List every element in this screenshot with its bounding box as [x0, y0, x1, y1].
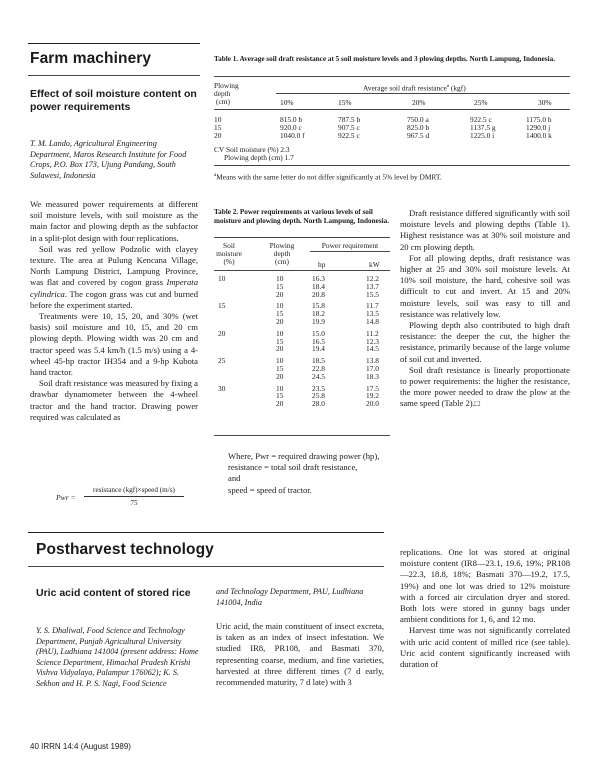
- table2-moisture: 15: [218, 301, 226, 311]
- table1-cell: 907.5 c: [338, 123, 360, 132]
- formula-numerator: resistance (kgf)×speed (m/s): [93, 486, 175, 494]
- moisture-head: 20%: [412, 98, 426, 107]
- table2-moisture: 20: [218, 328, 226, 338]
- section-rule: [28, 566, 384, 567]
- table2-kw: 12.3: [366, 336, 379, 346]
- table2-kw: 20.0: [366, 399, 379, 409]
- table1-cell: 1400.0 k: [526, 131, 552, 140]
- table1-cell: 922.5 c: [338, 131, 360, 140]
- table2-kw: 11.2: [366, 328, 379, 338]
- table2-depth: 10: [276, 356, 284, 366]
- table2-depth: 10: [276, 328, 284, 338]
- table2-kw: 17.5: [366, 383, 379, 393]
- table2-depth: 20: [276, 371, 284, 381]
- table2-hp: 19.9: [312, 317, 325, 326]
- table2-power-head: Power requirement: [321, 241, 379, 250]
- table2-depth: 15: [276, 391, 284, 401]
- table2-hp: 25.8: [312, 391, 325, 401]
- formula-denominator: 75: [130, 499, 138, 507]
- table2-kw: 11.7: [366, 301, 379, 311]
- moisture-head: 10%: [280, 98, 294, 107]
- table1-caption: Table 1. Average soil draft resistance at 5 soil moisture levels and 3 plowing depths. North Lampung, Indonesia.: [214, 55, 555, 63]
- species-name: Imperata cylindrica: [30, 277, 198, 299]
- top-rule: [28, 43, 200, 44]
- section-title-farm: Farm machinery: [30, 50, 152, 67]
- table2-depth: 15: [276, 364, 284, 373]
- table2-moisture: 10: [218, 274, 226, 283]
- table1-cell: 1290.0 j: [526, 123, 551, 132]
- table1-cell: 750.0 a: [407, 115, 429, 124]
- table1-cell: 1040.0 f: [280, 131, 305, 140]
- table2-hp: 22.8: [312, 364, 325, 373]
- table2-depth: 15: [276, 336, 284, 346]
- table1-cell: 1225.0 i: [470, 131, 495, 140]
- page-footer: 40 IRRN 14:4 (August 1989): [30, 742, 131, 751]
- table2-moisture: 30: [218, 383, 226, 393]
- table1-cell: 1175.0 h: [526, 115, 552, 124]
- table2-depth: 10: [276, 274, 284, 283]
- moisture-head: 25%: [474, 98, 488, 107]
- table2-kw: 18.3: [366, 371, 379, 381]
- author-affiliation-cont: and Technology Department, PAU, Ludhiana 141004, India: [216, 587, 364, 607]
- table1-cv: CV Soil moisture (%) 2.3: [214, 145, 290, 154]
- table1-cell: 967.5 d: [407, 131, 430, 140]
- paragraph: Treatments were 10, 15, 20, and 30% (wet basis) soil moisture and 10, 15, and 20 cm plowing depth. Plowing width was 20 cm and tractor speed was 5.4 km/h (1.5 m/s) using a 4-wheel 45-hp tractor IH354 and a 9-hp Kubota hand tractor.: [30, 311, 198, 378]
- table2-depth: 20: [276, 317, 284, 326]
- table2-kw: 15.5: [366, 289, 379, 299]
- paragraph: replications. One lot was stored at original moisture content (IR8—23.1, 19.6, 19%; PR108—22.3, 18.8, 18%; Basmati 370—19.2, 17.5, 19%) and one lot was dried to 12% moisture with a forced air circulation dryer and stored. Both lots were stored in gunny bags under ambient conditions for 1, 6, and 12 mo.: [400, 547, 570, 625]
- table2-depth: 20: [276, 344, 284, 354]
- table2-hp: 28.0: [312, 399, 325, 409]
- table1-cell: 815.0 b: [280, 115, 303, 124]
- author-affiliation: T. M. Lando, Agricultural Engineering Department, Maros Research Institute for Food Crops, P.O. Box 173, Ujung Pandang, South Sulawesi, Indonesia: [30, 139, 187, 180]
- table2-hp: 18.2: [312, 309, 325, 319]
- table1-cell: 787.5 b: [338, 115, 361, 124]
- table2-hp: 15.8: [312, 301, 325, 311]
- table2-kw: 12.2: [366, 274, 379, 283]
- table2-hp: 18.5: [312, 356, 325, 366]
- formula-definitions: Where, Pwr = required drawing power (hp), resistance = total soil draft resistance, and speed = speed of tractor.: [228, 451, 380, 495]
- table2-kw: 14.5: [366, 344, 379, 354]
- table2-kw: 13.8: [366, 356, 379, 366]
- table1: Plowing depth (cm) Average soil draft resistance$^a$ (kgf) 10% 15% 20% 25% 30% 10 15 20 815.0 b 920.0 c 1040.0 f 787.5 b 907.5 c 922.5 c 750.0 a 825.0 b 967.5 d 922.5 c 1137.5 g 1225.0 i 1175.0 h 1290.0 j 1400.0 k CV Soil moisture (%) 2.3 Plowing depth (cm) 1.7 $^a$Means with the same letter do not differ significantly at 5% level by DMRT.: [214, 78, 570, 183]
- table2-hp: 20.8: [312, 289, 325, 299]
- article-title-uric: Uric acid content of stored rice: [36, 587, 191, 599]
- table1-cell: 920.0 c: [280, 123, 302, 132]
- table2-hp: 23.5: [312, 383, 325, 393]
- table1-cv: Plowing depth (cm) 1.7: [224, 153, 294, 162]
- table2-hp: 19.4: [312, 344, 325, 354]
- table1-cell: 825.0 b: [407, 123, 430, 132]
- post-col2-body: [216, 621, 384, 688]
- paragraph: Soil was red yellow Podzolic with clayey texture. The area at Pulung Kencana Village, North Lampung District, Lampung Province, was flat and covered by cogon grass Imperata cylindrica. The cogon grass was cut and burned before the experiment started.: [30, 243, 198, 310]
- section-top-rule: [28, 532, 384, 533]
- power-formula: Pwr = resistance (kgf)×speed (m/s) 75: [56, 486, 186, 512]
- section-title-postharvest: Postharvest technology: [36, 541, 214, 558]
- table2-caption: Table 2. Power requirements at various levels of soil moisture and plowing depth. North Lampung, Indonesia.: [214, 208, 390, 225]
- table2-depth: 20: [276, 399, 284, 409]
- paragraph: Draft resistance differed significantly with soil moisture levels and plowing depths (Table 1). Highest resistance was at 30% soil moisture and 20 cm plowing depth.: [400, 208, 570, 252]
- table2: Soil moisture (%) Plowing depth (cm) Power requirement hp kW 10 10 16.3 12.2 15 18.4 13.7 20 20.8 15.5 15 10 15.8 11.7 15 18.2 13.5 20 19.9 14.8 20 10 15.0 11.2 15 16.5 12.3 20 19.4 14.5 25 10 18.5 13.8 15 22.8 17.0 20 24.5 18.3 30 10 23.5 17.5 15 25.8 19.2 20 28.0 20.0: [214, 239, 390, 439]
- table2-hp: 15.0: [312, 328, 325, 338]
- moisture-head: 15%: [338, 98, 352, 107]
- table2-depth: 10: [276, 383, 284, 393]
- paragraph: Soil draft resistance was measured by fixing a drawbar dynamometer between the 4-wheel tractor and the hand tractor. Drawing power required was calculated as: [30, 378, 198, 422]
- table1-cell: 1137.5 g: [470, 123, 496, 132]
- table2-kw: 13.7: [366, 281, 379, 291]
- table2-hp: 16.3: [312, 274, 325, 283]
- table2-depth: 15: [276, 281, 284, 291]
- table2-kw: 13.5: [366, 309, 379, 319]
- table1-footnote: $^a$Means with the same letter do not differ significantly at 5% level by DMRT.: [214, 172, 442, 182]
- paragraph: For all plowing depths, draft resistance was higher at 25 and 30% soil moisture levels. At 10% soil moisture, the hard, cohesive soil was difficult to cut and invert. At 15 and 20% moisture levels, soil was easy to till and resistance was relatively low.: [400, 252, 570, 319]
- table2-hp: 18.4: [312, 281, 325, 291]
- paragraph: We measured power requirements at different soil moisture levels, with soil moisture as the main factor and plowing depth as the subfactor in a split-plot design with four replications.: [30, 199, 198, 243]
- table2-hp: 24.5: [312, 371, 325, 381]
- section-rule: [28, 75, 200, 76]
- paragraph: Plowing depth also contributed to high draft resistance: the deeper the cut, the higher the resistance, primarily because of the large volume of soil cut and inverted.: [400, 320, 570, 364]
- paragraph: Soil draft resistance is linearly proportionate to power requirements: the higher the resistance, the more power needed to draw the plow at the same speed (Table 2).□: [400, 364, 570, 409]
- table2-kw: 17.0: [366, 364, 379, 373]
- post-col3-body: [400, 547, 570, 670]
- paragraph: Harvest time was not significantly correlated with uric acid content of milled rice (see table). Uric acid content significantly increased with duration of: [400, 625, 570, 670]
- table2-moisture: 25: [218, 356, 226, 366]
- table1-cell: 922.5 c: [470, 115, 492, 124]
- table2-kw: 19.2: [366, 391, 379, 401]
- table2-kw: 14.8: [366, 317, 379, 326]
- article-title-soil: Effect of soil moisture content on power requirements: [30, 88, 197, 113]
- farm-col1-body: [30, 199, 198, 423]
- table2-hp: 16.5: [312, 336, 325, 346]
- table2-depth: 15: [276, 309, 284, 319]
- table2-depth: 20: [276, 289, 284, 299]
- paragraph: Uric acid, the main constituent of insect excreta, is taken as an index of insect infestation. We studied IR8, PR108, and Basmati 370, representing coarse, medium, and fine varieties, harvested at three different times (7 d early, recommended maturity, 7 d late) with 3: [216, 621, 384, 688]
- farm-col3-body: [400, 208, 570, 410]
- table2-depth: 10: [276, 301, 284, 311]
- author-affiliation: Y. S. Dhaliwal, Food Science and Technology Department, Punjab Agricultural University (PAU), Ludhiana 141004 (present address: Home Science Department, Himachal Pradesh Krishi Vishva Vidyalaya, Palampur 176062); K. S. Sekhon and H. P. S. Nagi, Food Science: [36, 626, 199, 688]
- table1-span-header: Average soil draft resistance$^a$ (kgf): [363, 83, 466, 93]
- moisture-head: 30%: [538, 98, 552, 107]
